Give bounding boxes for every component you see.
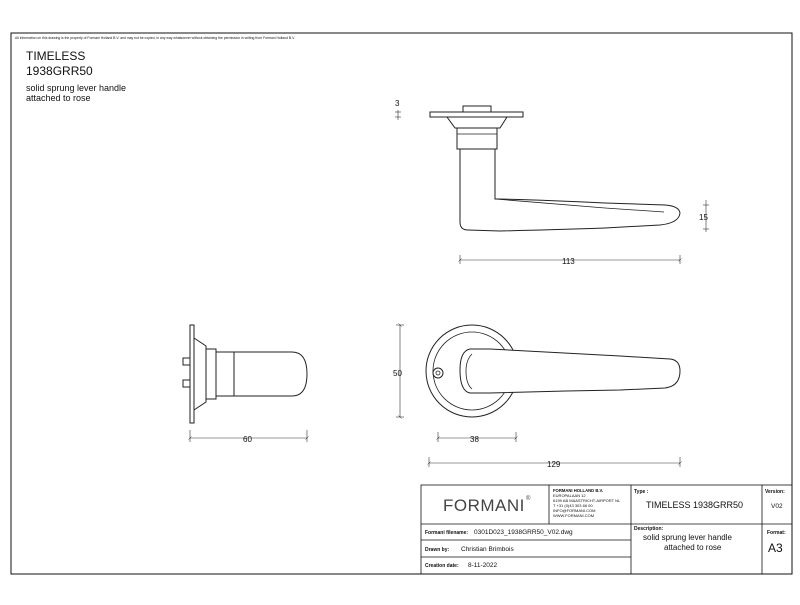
svg-text:50: 50 — [393, 369, 402, 378]
description-line2: attached to rose — [664, 543, 722, 552]
filename-value: 0301D023_1938GRR50_V02.dwg — [474, 529, 573, 536]
side-view — [430, 106, 680, 231]
creation-date-label: Creation date: — [425, 563, 459, 569]
svg-text:113: 113 — [562, 257, 575, 266]
format-label: Format: — [767, 530, 786, 536]
product-code: 1938GRR50 — [26, 64, 93, 78]
rose-collar — [447, 117, 507, 128]
screw-hole — [433, 368, 443, 378]
description-label: Description: — [634, 526, 664, 532]
neck-ring — [216, 352, 234, 396]
dimension-projection — [190, 430, 307, 444]
product-series: TIMELESS — [26, 49, 86, 63]
screw-head-top — [183, 358, 190, 365]
filename-label: Formani filename: — [425, 530, 469, 536]
front-view — [426, 325, 680, 417]
product-description-line2: attached to rose — [26, 93, 91, 103]
dimension-total-length — [429, 457, 680, 469]
description-line1: solid sprung lever handle — [643, 533, 732, 542]
company-line-5: INFO@FORMANI.COM — [553, 508, 596, 513]
version-label: Version: — [765, 489, 785, 495]
format-value: A3 — [768, 541, 783, 555]
drawn-by-label: Drawn by: — [425, 547, 450, 553]
copyright-notice: All information on this drawing is the property of Formani Holland B.V. and may not be copied, in any way whatsoever without obtaining the permission in writing from Formani Holland B.V. — [15, 36, 295, 40]
type-value: TIMELESS 1938GRR50 — [646, 500, 744, 510]
company-line-4: T +31 (0)43 303 66 00 — [553, 503, 593, 508]
company-line-1: FORMANI HOLLAND B.V. — [553, 488, 604, 493]
svg-text:129: 129 — [547, 460, 561, 469]
svg-text:60: 60 — [243, 435, 252, 444]
type-label: Type : — [634, 489, 649, 495]
end-view — [183, 325, 307, 423]
rose-edge — [190, 325, 194, 423]
dimension-lever-height — [699, 200, 709, 232]
dimension-rose-offset — [438, 432, 516, 444]
lever-arm-front — [460, 349, 680, 393]
creation-date-value: 8-11-2022 — [468, 562, 498, 569]
rose-plate — [430, 112, 523, 117]
rose-top-screw — [463, 106, 491, 112]
title-block — [421, 485, 792, 574]
svg-text:38: 38 — [470, 435, 479, 444]
version-value: V02 — [771, 503, 783, 510]
collar-ring — [206, 349, 216, 399]
screw-head-bottom — [183, 380, 190, 387]
svg-text:3: 3 — [395, 99, 400, 108]
dimension-rose-thickness — [395, 99, 401, 120]
dimension-lever-length-side — [460, 255, 680, 266]
company-line-3: 6199 AB MAASTRICHT-AIRPORT NL — [553, 498, 621, 503]
brand-logo: FORMANI — [443, 496, 525, 515]
company-line-2: EUROPALAAN 12 — [553, 493, 586, 498]
lever-end — [234, 352, 307, 396]
sheet-border — [11, 33, 792, 574]
rose-profile — [194, 338, 206, 410]
company-line-6: WWW.FORMANI.COM — [553, 513, 595, 518]
product-description-line1: solid sprung lever handle — [26, 83, 127, 93]
dimension-rose-diameter — [393, 325, 404, 417]
lever-neck — [457, 128, 497, 149]
svg-text:15: 15 — [699, 213, 708, 222]
drawn-by-value: Christian Brimbois — [461, 546, 514, 553]
lever-arm-side — [460, 149, 680, 231]
brand-registered-mark: ® — [526, 496, 531, 502]
